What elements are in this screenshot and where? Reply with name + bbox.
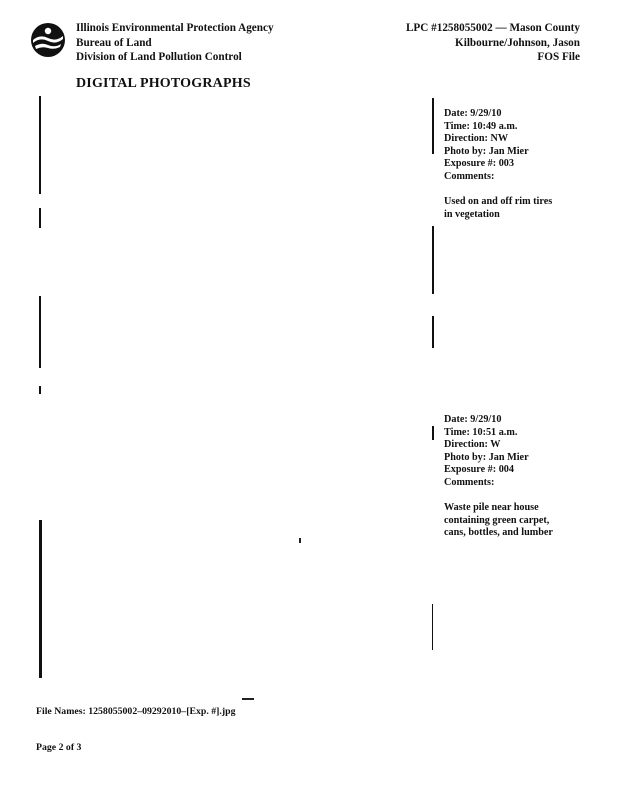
photo-direction: Direction: NW (444, 133, 509, 145)
page-number: Page 2 of 3 (36, 742, 82, 753)
photo-frame-edge (39, 520, 42, 678)
photo-frame-edge (39, 296, 41, 368)
photo-frame-edge (39, 96, 41, 194)
bureau-name: Bureau of Land (76, 36, 152, 49)
photo-comments-label: Comments: (444, 476, 495, 488)
file-type: FOS File (537, 51, 580, 64)
page-title: DIGITAL PHOTOGRAPHS (76, 76, 251, 91)
photo-direction: Direction: W (444, 439, 501, 451)
lpc-number: LPC #1258055002 — Mason County (405, 22, 580, 34)
photo-exposure: Exposure #: 003 (444, 158, 514, 170)
photo-frame-edge (432, 98, 434, 154)
photo-comment-line: Used on and off rim tires (444, 196, 553, 208)
agency-name: Illinois Environmental Protection Agency (76, 22, 274, 34)
photo-date: Date: 9/29/10 (444, 414, 502, 425)
photo-metadata-1 (444, 108, 552, 221)
photo-date: Date: 9/29/10 (444, 108, 502, 119)
photo-comment-line: Waste pile near house (444, 502, 539, 514)
photo-frame-edge (432, 604, 433, 650)
photo-frame-edge (39, 386, 41, 394)
file-names-footer: File Names: 1258055002–09292010–[Exp. #].jpg (36, 706, 236, 717)
photo-time: Time: 10:49 a.m. (444, 120, 518, 132)
scan-speck (299, 538, 301, 543)
photo-frame-edge (39, 208, 41, 228)
photo-metadata-2 (444, 414, 553, 540)
site-name: Kilbourne/Johnson, Jason (455, 36, 580, 49)
photo-comment-line: in vegetation (444, 208, 500, 220)
agency-header (76, 21, 274, 65)
photo-comments-label: Comments: (444, 170, 495, 182)
photo-comment-line: cans, bottles, and lumber (444, 527, 553, 539)
photo-comment-line: containing green carpet, (444, 514, 550, 526)
photo-time: Time: 10:51 a.m. (444, 426, 518, 438)
division-name: Division of Land Pollution Control (76, 51, 242, 64)
site-header (406, 21, 580, 65)
iepa-logo-icon (30, 22, 66, 58)
photo-frame-edge (432, 226, 434, 294)
photo-exposure: Exposure #: 004 (444, 464, 514, 476)
photo-by: Photo by: Jan Mier (444, 145, 529, 157)
scan-speck (242, 698, 254, 700)
photo-frame-edge (432, 426, 434, 440)
photo-frame-edge (432, 316, 434, 348)
photo-by: Photo by: Jan Mier (444, 451, 529, 463)
